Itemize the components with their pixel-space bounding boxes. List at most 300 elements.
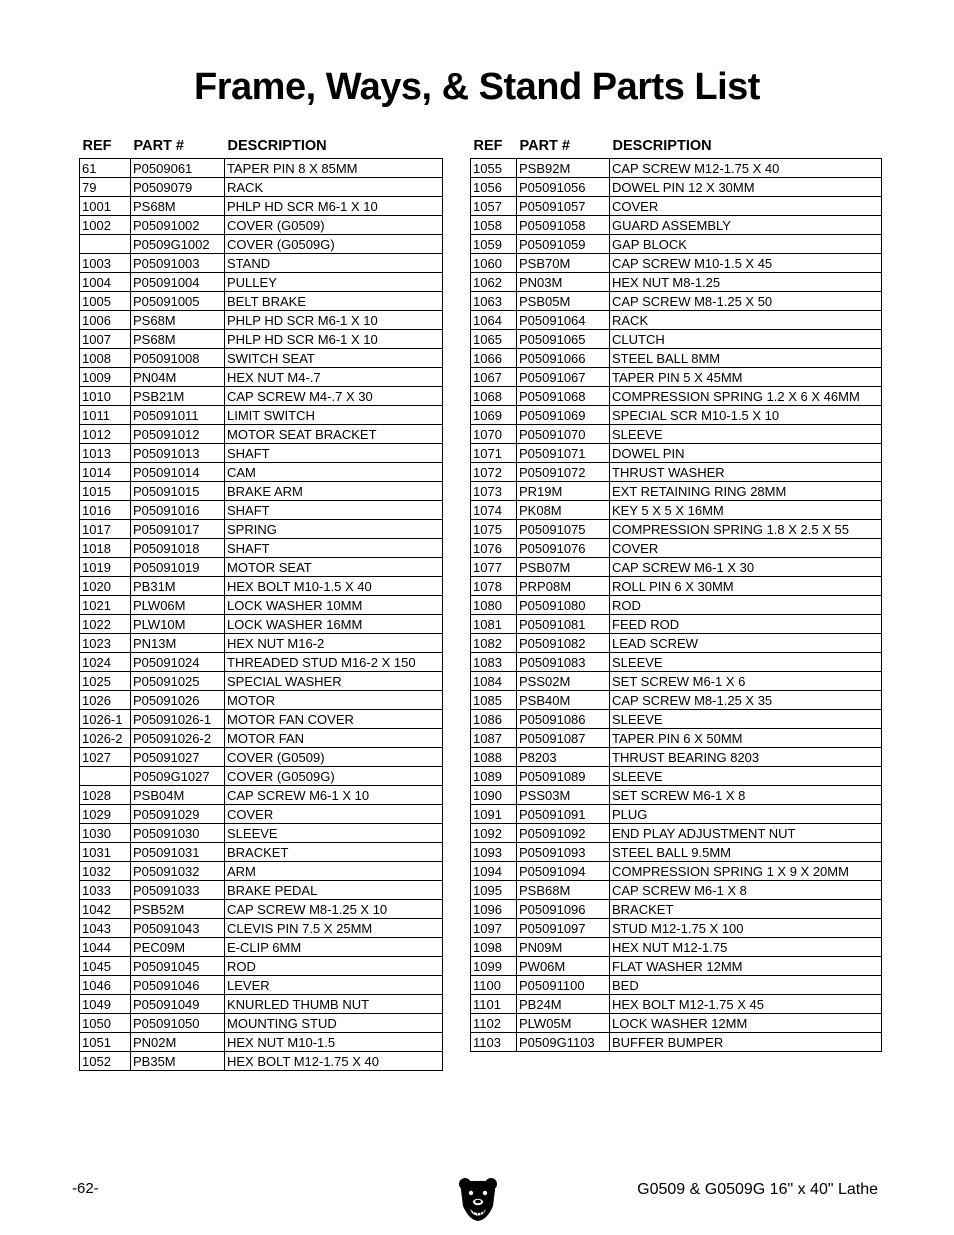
cell-description: SLEEVE (610, 710, 882, 729)
cell-ref: 1075 (471, 520, 517, 539)
cell-part-number: P05091003 (131, 254, 225, 273)
cell-description: SHAFT (225, 501, 443, 520)
cell-part-number: PEC09M (131, 938, 225, 957)
table-row (471, 691, 882, 710)
cell-description: PLUG (610, 805, 882, 824)
table-row (471, 881, 882, 900)
cell-part-number: PN13M (131, 634, 225, 653)
cell-description: SPRING (225, 520, 443, 539)
table-row (471, 482, 882, 501)
cell-part-number: PN04M (131, 368, 225, 387)
cell-description: COVER (610, 539, 882, 558)
cell-ref: 1026-2 (80, 729, 131, 748)
cell-description: MOTOR FAN COVER (225, 710, 443, 729)
cell-ref: 1055 (471, 159, 517, 178)
cell-description: ROLL PIN 6 X 30MM (610, 577, 882, 596)
cell-description: BED (610, 976, 882, 995)
cell-description: BUFFER BUMPER (610, 1033, 882, 1052)
table-row (80, 634, 443, 653)
cell-description: HEX NUT M10-1.5 (225, 1033, 443, 1052)
cell-description: PHLP HD SCR M6-1 X 10 (225, 330, 443, 349)
cell-part-number: P05091092 (517, 824, 610, 843)
table-row (80, 425, 443, 444)
table-row (80, 786, 443, 805)
cell-part-number: PS68M (131, 330, 225, 349)
cell-description: CAP SCREW M6-1 X 8 (610, 881, 882, 900)
cell-ref: 1056 (471, 178, 517, 197)
cell-ref: 1096 (471, 900, 517, 919)
cell-part-number: P05091067 (517, 368, 610, 387)
column-header-part: PART # (133, 138, 184, 155)
table-row (80, 539, 443, 558)
table-row (80, 216, 443, 235)
table-row (80, 178, 443, 197)
cell-ref: 1076 (471, 539, 517, 558)
cell-description: LEAD SCREW (610, 634, 882, 653)
cell-ref: 61 (80, 159, 131, 178)
cell-part-number: P05091057 (517, 197, 610, 216)
cell-description: THRUST WASHER (610, 463, 882, 482)
cell-description: HEX BOLT M10-1.5 X 40 (225, 577, 443, 596)
cell-part-number: PB24M (517, 995, 610, 1014)
cell-description: COVER (610, 197, 882, 216)
cell-ref: 1009 (80, 368, 131, 387)
cell-part-number: P05091045 (131, 957, 225, 976)
cell-part-number: P0509061 (131, 159, 225, 178)
table-row (471, 938, 882, 957)
cell-ref: 1028 (80, 786, 131, 805)
table-row (80, 900, 443, 919)
cell-description: MOTOR SEAT BRACKET (225, 425, 443, 444)
cell-part-number: PSS02M (517, 672, 610, 691)
table-row (80, 824, 443, 843)
cell-ref: 1093 (471, 843, 517, 862)
cell-ref: 1022 (80, 615, 131, 634)
cell-part-number: PRP08M (517, 577, 610, 596)
cell-ref: 1044 (80, 938, 131, 957)
table-row (471, 311, 882, 330)
cell-part-number: P0509G1027 (131, 767, 225, 786)
cell-description: CAP SCREW M10-1.5 X 45 (610, 254, 882, 273)
cell-part-number: P05091058 (517, 216, 610, 235)
table-row (80, 976, 443, 995)
cell-part-number: PSB21M (131, 387, 225, 406)
cell-ref (80, 235, 131, 254)
cell-description: FEED ROD (610, 615, 882, 634)
cell-description: THREADED STUD M16-2 X 150 (225, 653, 443, 672)
table-row (471, 957, 882, 976)
cell-part-number: P05091015 (131, 482, 225, 501)
table-row (471, 710, 882, 729)
cell-part-number: P05091013 (131, 444, 225, 463)
table-row (471, 349, 882, 368)
cell-ref: 1019 (80, 558, 131, 577)
table-row (471, 520, 882, 539)
column-header-description: DESCRIPTION (612, 138, 712, 155)
cell-part-number: P05091026-1 (131, 710, 225, 729)
cell-ref: 1097 (471, 919, 517, 938)
column-header-ref: REF (82, 138, 112, 155)
cell-ref: 1006 (80, 311, 131, 330)
cell-description: COVER (G0509) (225, 216, 443, 235)
cell-description: SPECIAL SCR M10-1.5 X 10 (610, 406, 882, 425)
cell-description: HEX NUT M8-1.25 (610, 273, 882, 292)
table-row (80, 957, 443, 976)
table-row (471, 558, 882, 577)
cell-ref: 1060 (471, 254, 517, 273)
table-row (471, 577, 882, 596)
cell-ref: 1071 (471, 444, 517, 463)
cell-ref: 1045 (80, 957, 131, 976)
table-row (471, 900, 882, 919)
cell-description: TAPER PIN 6 X 50MM (610, 729, 882, 748)
cell-description: STEEL BALL 8MM (610, 349, 882, 368)
parts-table-right (470, 135, 882, 1052)
cell-description: CAP SCREW M8-1.25 X 35 (610, 691, 882, 710)
cell-description: SWITCH SEAT (225, 349, 443, 368)
cell-part-number: PSB40M (517, 691, 610, 710)
table-row (471, 254, 882, 273)
cell-part-number: PLW06M (131, 596, 225, 615)
table-row (80, 615, 443, 634)
cell-description: SHAFT (225, 444, 443, 463)
table-row (80, 805, 443, 824)
cell-ref: 1101 (471, 995, 517, 1014)
cell-ref: 1087 (471, 729, 517, 748)
cell-description: SLEEVE (610, 425, 882, 444)
cell-ref: 1059 (471, 235, 517, 254)
cell-description: MOTOR SEAT (225, 558, 443, 577)
table-row (80, 311, 443, 330)
cell-description: PHLP HD SCR M6-1 X 10 (225, 197, 443, 216)
cell-part-number: P05091027 (131, 748, 225, 767)
table-row (80, 349, 443, 368)
cell-description: MOTOR (225, 691, 443, 710)
cell-part-number: PSB07M (517, 558, 610, 577)
cell-description: END PLAY ADJUSTMENT NUT (610, 824, 882, 843)
table-row (471, 805, 882, 824)
cell-description: BELT BRAKE (225, 292, 443, 311)
table-row (471, 843, 882, 862)
cell-ref: 1081 (471, 615, 517, 634)
cell-part-number: P05091026-2 (131, 729, 225, 748)
cell-ref: 1030 (80, 824, 131, 843)
column-header-ref: REF (473, 138, 503, 155)
cell-ref: 1002 (80, 216, 131, 235)
table-row (471, 919, 882, 938)
cell-part-number: PB35M (131, 1052, 225, 1071)
table-row (471, 159, 882, 178)
cell-description: COVER (G0509G) (225, 767, 443, 786)
cell-description: CLEVIS PIN 7.5 X 25MM (225, 919, 443, 938)
cell-description: CAP SCREW M8-1.25 X 10 (225, 900, 443, 919)
cell-part-number: P05091089 (517, 767, 610, 786)
cell-ref: 1082 (471, 634, 517, 653)
table-row (471, 653, 882, 672)
cell-description: DOWEL PIN (610, 444, 882, 463)
table-row (471, 463, 882, 482)
cell-ref: 1072 (471, 463, 517, 482)
cell-part-number: PSS03M (517, 786, 610, 805)
cell-ref: 1013 (80, 444, 131, 463)
cell-ref: 1094 (471, 862, 517, 881)
cell-ref: 1068 (471, 387, 517, 406)
cell-part-number: P05091059 (517, 235, 610, 254)
table-row (80, 596, 443, 615)
cell-ref: 1063 (471, 292, 517, 311)
table-row (471, 824, 882, 843)
cell-ref: 1080 (471, 596, 517, 615)
cell-description: SLEEVE (225, 824, 443, 843)
cell-ref: 1057 (471, 197, 517, 216)
cell-part-number: PN03M (517, 273, 610, 292)
table-row (471, 596, 882, 615)
table-row (471, 634, 882, 653)
cell-description: SET SCREW M6-1 X 6 (610, 672, 882, 691)
cell-description: TAPER PIN 8 X 85MM (225, 159, 443, 178)
table-row (471, 786, 882, 805)
cell-part-number: P05091093 (517, 843, 610, 862)
table-row (471, 615, 882, 634)
cell-part-number: P05091016 (131, 501, 225, 520)
cell-part-number: P05091075 (517, 520, 610, 539)
cell-part-number: PS68M (131, 311, 225, 330)
cell-part-number: P0509G1002 (131, 235, 225, 254)
cell-description: STEEL BALL 9.5MM (610, 843, 882, 862)
cell-part-number: P05091029 (131, 805, 225, 824)
cell-description: HEX BOLT M12-1.75 X 45 (610, 995, 882, 1014)
cell-part-number: P05091097 (517, 919, 610, 938)
cell-ref: 1031 (80, 843, 131, 862)
cell-part-number: PSB70M (517, 254, 610, 273)
cell-description: FLAT WASHER 12MM (610, 957, 882, 976)
table-row (471, 1014, 882, 1033)
cell-ref: 1018 (80, 539, 131, 558)
cell-description: TAPER PIN 5 X 45MM (610, 368, 882, 387)
page-number: -62- (72, 1180, 99, 1197)
cell-part-number: P05091033 (131, 881, 225, 900)
cell-part-number: P05091082 (517, 634, 610, 653)
cell-part-number: P0509G1103 (517, 1033, 610, 1052)
cell-part-number: P05091086 (517, 710, 610, 729)
cell-description: BRAKE PEDAL (225, 881, 443, 900)
cell-part-number: P05091030 (131, 824, 225, 843)
cell-part-number: P05091066 (517, 349, 610, 368)
cell-part-number: P05091096 (517, 900, 610, 919)
cell-ref: 1069 (471, 406, 517, 425)
cell-ref: 1023 (80, 634, 131, 653)
cell-part-number: P05091050 (131, 1014, 225, 1033)
cell-description: RACK (610, 311, 882, 330)
cell-description: SHAFT (225, 539, 443, 558)
cell-part-number: P05091011 (131, 406, 225, 425)
table-row (471, 235, 882, 254)
cell-description: LOCK WASHER 12MM (610, 1014, 882, 1033)
cell-ref: 1086 (471, 710, 517, 729)
table-row (471, 444, 882, 463)
cell-description: SLEEVE (610, 767, 882, 786)
table-row (80, 235, 443, 254)
cell-part-number: PS68M (131, 197, 225, 216)
cell-ref: 1100 (471, 976, 517, 995)
cell-part-number: PLW05M (517, 1014, 610, 1033)
cell-ref: 1088 (471, 748, 517, 767)
table-row (80, 159, 443, 178)
cell-ref: 1064 (471, 311, 517, 330)
cell-description: HEX NUT M12-1.75 (610, 938, 882, 957)
cell-part-number: P05091065 (517, 330, 610, 349)
cell-description: ARM (225, 862, 443, 881)
cell-description: DOWEL PIN 12 X 30MM (610, 178, 882, 197)
table-row (80, 292, 443, 311)
table-row (471, 178, 882, 197)
cell-ref: 1024 (80, 653, 131, 672)
cell-part-number: P05091049 (131, 995, 225, 1014)
cell-description: LOCK WASHER 10MM (225, 596, 443, 615)
cell-ref: 1017 (80, 520, 131, 539)
cell-ref: 1001 (80, 197, 131, 216)
column-header-description: DESCRIPTION (227, 138, 327, 155)
cell-ref: 1078 (471, 577, 517, 596)
cell-description: EXT RETAINING RING 28MM (610, 482, 882, 501)
cell-part-number: P05091018 (131, 539, 225, 558)
table-row (80, 843, 443, 862)
cell-part-number: PSB92M (517, 159, 610, 178)
table-row (471, 501, 882, 520)
cell-part-number: P05091012 (131, 425, 225, 444)
table-row (471, 406, 882, 425)
cell-ref: 1089 (471, 767, 517, 786)
cell-part-number: PN09M (517, 938, 610, 957)
cell-part-number: P05091019 (131, 558, 225, 577)
table-row (80, 368, 443, 387)
cell-ref: 1025 (80, 672, 131, 691)
cell-ref: 1003 (80, 254, 131, 273)
cell-part-number: P05091080 (517, 596, 610, 615)
table-row (471, 729, 882, 748)
cell-ref: 1004 (80, 273, 131, 292)
cell-part-number: PLW10M (131, 615, 225, 634)
cell-part-number: P05091005 (131, 292, 225, 311)
cell-ref: 1008 (80, 349, 131, 368)
cell-ref: 1052 (80, 1052, 131, 1071)
cell-part-number: P05091081 (517, 615, 610, 634)
cell-ref: 1005 (80, 292, 131, 311)
table-row (471, 976, 882, 995)
cell-ref: 1042 (80, 900, 131, 919)
cell-description: COVER (G0509G) (225, 235, 443, 254)
table-row (80, 938, 443, 957)
cell-ref: 1091 (471, 805, 517, 824)
table-row (80, 748, 443, 767)
grizzly-bear-logo-icon (457, 1176, 499, 1222)
cell-part-number: P05091017 (131, 520, 225, 539)
table-header-row (80, 135, 443, 159)
cell-description: COMPRESSION SPRING 1.8 X 2.5 X 55 (610, 520, 882, 539)
cell-ref: 1026-1 (80, 710, 131, 729)
table-row (471, 292, 882, 311)
table-row (80, 387, 443, 406)
table-row (80, 501, 443, 520)
cell-description: COMPRESSION SPRING 1.2 X 6 X 46MM (610, 387, 882, 406)
model-caption: G0509 & G0509G 16" x 40" Lathe (637, 1181, 878, 1198)
cell-description: COVER (G0509) (225, 748, 443, 767)
cell-ref: 1043 (80, 919, 131, 938)
cell-part-number: P05091056 (517, 178, 610, 197)
cell-ref: 1102 (471, 1014, 517, 1033)
table-row (80, 710, 443, 729)
table-row (80, 1052, 443, 1071)
cell-ref: 1083 (471, 653, 517, 672)
table-row (471, 1033, 882, 1052)
cell-description: PHLP HD SCR M6-1 X 10 (225, 311, 443, 330)
cell-part-number: PW06M (517, 957, 610, 976)
cell-description: HEX NUT M4-.7 (225, 368, 443, 387)
cell-description: CAP SCREW M6-1 X 30 (610, 558, 882, 577)
cell-part-number: PB31M (131, 577, 225, 596)
cell-ref: 1084 (471, 672, 517, 691)
table-row (471, 330, 882, 349)
cell-ref: 1103 (471, 1033, 517, 1052)
cell-ref: 1050 (80, 1014, 131, 1033)
cell-part-number: P05091064 (517, 311, 610, 330)
cell-description: LIMIT SWITCH (225, 406, 443, 425)
cell-description: COVER (225, 805, 443, 824)
cell-description: ROD (610, 596, 882, 615)
cell-ref: 1051 (80, 1033, 131, 1052)
cell-ref: 1049 (80, 995, 131, 1014)
cell-part-number: P05091032 (131, 862, 225, 881)
table-row (80, 577, 443, 596)
cell-description: LEVER (225, 976, 443, 995)
cell-description: GUARD ASSEMBLY (610, 216, 882, 235)
cell-ref: 79 (80, 178, 131, 197)
cell-part-number: P0509079 (131, 178, 225, 197)
cell-description: SET SCREW M6-1 X 8 (610, 786, 882, 805)
table-row (80, 1014, 443, 1033)
cell-part-number: P05091008 (131, 349, 225, 368)
table-row (471, 368, 882, 387)
cell-part-number: P05091002 (131, 216, 225, 235)
cell-description: COMPRESSION SPRING 1 X 9 X 20MM (610, 862, 882, 881)
page-title: Frame, Ways, & Stand Parts List (194, 66, 760, 108)
cell-part-number: PSB68M (517, 881, 610, 900)
cell-part-number: PSB05M (517, 292, 610, 311)
table-header-row (471, 135, 882, 159)
table-row (80, 995, 443, 1014)
cell-ref: 1014 (80, 463, 131, 482)
cell-part-number: P05091043 (131, 919, 225, 938)
cell-part-number: P05091024 (131, 653, 225, 672)
cell-part-number: P05091046 (131, 976, 225, 995)
table-row (80, 273, 443, 292)
table-row (80, 330, 443, 349)
cell-description: GAP BLOCK (610, 235, 882, 254)
cell-part-number: P05091083 (517, 653, 610, 672)
parts-table-left (79, 135, 443, 1071)
cell-description: E-CLIP 6MM (225, 938, 443, 957)
cell-ref: 1012 (80, 425, 131, 444)
cell-description: CAP SCREW M8-1.25 X 50 (610, 292, 882, 311)
cell-description: KNURLED THUMB NUT (225, 995, 443, 1014)
table-row (80, 881, 443, 900)
cell-ref: 1026 (80, 691, 131, 710)
cell-ref: 1021 (80, 596, 131, 615)
cell-ref: 1074 (471, 501, 517, 520)
cell-ref: 1010 (80, 387, 131, 406)
cell-ref: 1007 (80, 330, 131, 349)
cell-part-number: P05091076 (517, 539, 610, 558)
